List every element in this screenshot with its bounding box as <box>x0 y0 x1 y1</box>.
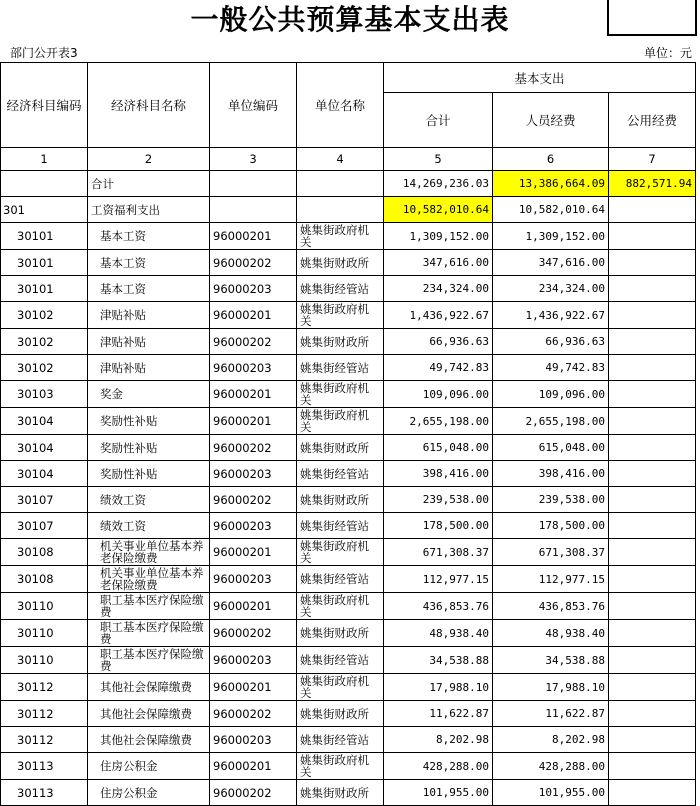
row-public <box>609 276 696 302</box>
summary-personnel: 13,386,664.09 <box>493 171 609 197</box>
summary-row <box>1 171 696 197</box>
row-unit-name: 姚集街政府机关 <box>297 539 384 566</box>
row-code: 30101 <box>1 276 88 302</box>
row-personnel: 101,955.00 <box>493 780 609 806</box>
row-public <box>609 593 696 620</box>
row-public <box>609 461 696 487</box>
row-personnel: 1,436,922.67 <box>493 302 609 329</box>
table-row <box>1 513 696 539</box>
row-unit-code: 96000201 <box>210 408 297 435</box>
row-public <box>609 223 696 250</box>
row-personnel: 2,655,198.00 <box>493 408 609 435</box>
row-unit-code: 96000203 <box>210 647 297 674</box>
table-row <box>1 302 696 329</box>
row-name: 基本工资 <box>88 223 210 250</box>
table-row <box>1 620 696 647</box>
column-number: 1 <box>1 148 88 171</box>
row-unit-name: 姚集街财政所 <box>297 701 384 727</box>
budget-table <box>0 62 696 806</box>
header-econ-name: 经济科目名称 <box>88 63 210 148</box>
row-code: 30112 <box>1 727 88 753</box>
row-name: 绩效工资 <box>88 487 210 513</box>
row-code: 30102 <box>1 329 88 355</box>
row-unit-name: 姚集街财政所 <box>297 780 384 806</box>
table-row <box>1 674 696 701</box>
row-code: 30113 <box>1 780 88 806</box>
row-name: 奖金 <box>88 381 210 408</box>
row-name: 其他社会保障缴费 <box>88 727 210 753</box>
row-unit-name: 姚集街政府机关 <box>297 753 384 780</box>
row-code: 30101 <box>1 223 88 250</box>
row-name: 奖励性补贴 <box>88 408 210 435</box>
column-number: 7 <box>609 148 696 171</box>
row-unit-code: 96000202 <box>210 780 297 806</box>
row-unit-code: 96000202 <box>210 250 297 276</box>
row-personnel: 398,416.00 <box>493 461 609 487</box>
row-personnel: 11,622.87 <box>493 701 609 727</box>
row-personnel: 48,938.40 <box>493 620 609 647</box>
row-name: 津贴补贴 <box>88 329 210 355</box>
row-unit-name: 姚集街财政所 <box>297 435 384 461</box>
row-unit-name: 姚集街经管站 <box>297 566 384 593</box>
row-public <box>609 250 696 276</box>
row-total: 49,742.83 <box>384 355 493 381</box>
row-unit-name: 姚集街财政所 <box>297 329 384 355</box>
row-unit-name: 姚集街财政所 <box>297 620 384 647</box>
row-public <box>609 329 696 355</box>
row-code: 30102 <box>1 355 88 381</box>
category-public <box>609 197 696 223</box>
row-code: 30108 <box>1 539 88 566</box>
row-total: 178,500.00 <box>384 513 493 539</box>
category-code: 301 <box>1 197 88 223</box>
row-code: 30104 <box>1 461 88 487</box>
row-personnel: 8,202.98 <box>493 727 609 753</box>
row-unit-name: 姚集街经管站 <box>297 355 384 381</box>
row-unit-code: 96000203 <box>210 566 297 593</box>
row-public <box>609 513 696 539</box>
row-unit-code: 96000201 <box>210 674 297 701</box>
unit-label: 单位：元 <box>643 46 692 60</box>
row-public <box>609 539 696 566</box>
row-total: 8,202.98 <box>384 727 493 753</box>
row-code: 30104 <box>1 408 88 435</box>
row-total: 66,936.63 <box>384 329 493 355</box>
row-name: 基本工资 <box>88 250 210 276</box>
row-total: 17,988.10 <box>384 674 493 701</box>
row-unit-code: 96000202 <box>210 620 297 647</box>
row-personnel: 34,538.88 <box>493 647 609 674</box>
summary-total: 14,269,236.03 <box>384 171 493 197</box>
row-unit-name: 姚集街政府机关 <box>297 408 384 435</box>
row-total: 428,288.00 <box>384 753 493 780</box>
row-name: 职工基本医疗保险缴费 <box>88 647 210 674</box>
row-total: 234,324.00 <box>384 276 493 302</box>
row-personnel: 615,048.00 <box>493 435 609 461</box>
table-row <box>1 701 696 727</box>
row-unit-name: 姚集街财政所 <box>297 487 384 513</box>
row-public <box>609 753 696 780</box>
row-code: 30113 <box>1 753 88 780</box>
row-name: 其他社会保障缴费 <box>88 674 210 701</box>
row-public <box>609 487 696 513</box>
header-personnel: 人员经费 <box>493 93 609 148</box>
column-number: 4 <box>297 148 384 171</box>
row-personnel: 1,309,152.00 <box>493 223 609 250</box>
table-row <box>1 329 696 355</box>
row-unit-code: 96000203 <box>210 727 297 753</box>
row-code: 30101 <box>1 250 88 276</box>
row-name: 津贴补贴 <box>88 355 210 381</box>
row-name: 津贴补贴 <box>88 302 210 329</box>
table-row <box>1 727 696 753</box>
row-name: 其他社会保障缴费 <box>88 701 210 727</box>
row-code: 30112 <box>1 701 88 727</box>
row-code: 30112 <box>1 674 88 701</box>
row-name: 职工基本医疗保险缴费 <box>88 620 210 647</box>
row-code: 30110 <box>1 647 88 674</box>
row-unit-name: 姚集街政府机关 <box>297 223 384 250</box>
row-total: 34,538.88 <box>384 647 493 674</box>
page-title: 一般公共预算基本支出表 <box>190 3 510 36</box>
row-code: 30104 <box>1 435 88 461</box>
row-unit-code: 96000201 <box>210 302 297 329</box>
table-row <box>1 435 696 461</box>
header-total: 合计 <box>384 93 493 148</box>
table-row <box>1 780 696 806</box>
row-personnel: 347,616.00 <box>493 250 609 276</box>
header-econ-code: 经济科目编码 <box>1 63 88 148</box>
category-name: 工资福利支出 <box>88 197 210 223</box>
table-row <box>1 381 696 408</box>
row-public <box>609 302 696 329</box>
column-number: 3 <box>210 148 297 171</box>
row-total: 436,853.76 <box>384 593 493 620</box>
row-public <box>609 566 696 593</box>
row-unit-code: 96000201 <box>210 753 297 780</box>
row-personnel: 671,308.37 <box>493 539 609 566</box>
category-total: 10,582,010.64 <box>384 197 493 223</box>
row-unit-name: 姚集街财政所 <box>297 250 384 276</box>
row-name: 机关事业单位基本养老保险缴费 <box>88 566 210 593</box>
row-unit-code: 96000202 <box>210 487 297 513</box>
row-total: 101,955.00 <box>384 780 493 806</box>
table-row <box>1 487 696 513</box>
row-public <box>609 620 696 647</box>
column-number: 6 <box>493 148 609 171</box>
row-name: 基本工资 <box>88 276 210 302</box>
row-name: 机关事业单位基本养老保险缴费 <box>88 539 210 566</box>
row-code: 30103 <box>1 381 88 408</box>
header-unit-name: 单位名称 <box>297 63 384 148</box>
row-total: 615,048.00 <box>384 435 493 461</box>
row-personnel: 436,853.76 <box>493 593 609 620</box>
row-name: 职工基本医疗保险缴费 <box>88 593 210 620</box>
row-unit-code: 96000201 <box>210 593 297 620</box>
row-total: 109,096.00 <box>384 381 493 408</box>
row-unit-code: 96000203 <box>210 461 297 487</box>
row-name: 绩效工资 <box>88 513 210 539</box>
row-public <box>609 701 696 727</box>
row-name: 奖励性补贴 <box>88 461 210 487</box>
category-personnel: 10,582,010.64 <box>493 197 609 223</box>
row-total: 1,309,152.00 <box>384 223 493 250</box>
header-basic-expenditure: 基本支出 <box>384 63 696 93</box>
table-row <box>1 566 696 593</box>
column-number: 2 <box>88 148 210 171</box>
table-row <box>1 593 696 620</box>
row-unit-code: 96000202 <box>210 701 297 727</box>
column-number: 5 <box>384 148 493 171</box>
row-unit-name: 姚集街经管站 <box>297 513 384 539</box>
row-name: 奖励性补贴 <box>88 435 210 461</box>
corner-box <box>607 0 697 36</box>
row-public <box>609 674 696 701</box>
row-total: 48,938.40 <box>384 620 493 647</box>
row-unit-code: 96000203 <box>210 276 297 302</box>
row-public <box>609 647 696 674</box>
row-personnel: 17,988.10 <box>493 674 609 701</box>
row-name: 住房公积金 <box>88 780 210 806</box>
row-unit-code: 96000201 <box>210 381 297 408</box>
table-row <box>1 753 696 780</box>
column-number-row <box>1 148 696 171</box>
row-code: 30102 <box>1 302 88 329</box>
row-unit-code: 96000203 <box>210 513 297 539</box>
row-total: 112,977.15 <box>384 566 493 593</box>
table-row <box>1 461 696 487</box>
row-unit-name: 姚集街经管站 <box>297 647 384 674</box>
row-total: 347,616.00 <box>384 250 493 276</box>
row-unit-name: 姚集街经管站 <box>297 461 384 487</box>
row-unit-name: 姚集街政府机关 <box>297 381 384 408</box>
row-total: 398,416.00 <box>384 461 493 487</box>
row-unit-code: 96000202 <box>210 329 297 355</box>
row-personnel: 178,500.00 <box>493 513 609 539</box>
row-unit-code: 96000203 <box>210 355 297 381</box>
summary-public: 882,571.94 <box>609 171 696 197</box>
table-row <box>1 647 696 674</box>
row-unit-name: 姚集街政府机关 <box>297 302 384 329</box>
row-personnel: 234,324.00 <box>493 276 609 302</box>
row-code: 30107 <box>1 513 88 539</box>
row-public <box>609 355 696 381</box>
row-unit-name: 姚集街政府机关 <box>297 593 384 620</box>
header-unit-code: 单位编码 <box>210 63 297 148</box>
row-code: 30107 <box>1 487 88 513</box>
row-total: 11,622.87 <box>384 701 493 727</box>
row-unit-name: 姚集街经管站 <box>297 276 384 302</box>
row-public <box>609 780 696 806</box>
row-personnel: 428,288.00 <box>493 753 609 780</box>
row-total: 671,308.37 <box>384 539 493 566</box>
row-code: 30110 <box>1 593 88 620</box>
category-row <box>1 197 696 223</box>
row-total: 1,436,922.67 <box>384 302 493 329</box>
form-number: 部门公开表3 <box>10 46 78 60</box>
row-personnel: 49,742.83 <box>493 355 609 381</box>
table-row <box>1 539 696 566</box>
row-name: 住房公积金 <box>88 753 210 780</box>
table-row <box>1 408 696 435</box>
row-public <box>609 408 696 435</box>
table-row <box>1 355 696 381</box>
row-code: 30110 <box>1 620 88 647</box>
summary-label: 合计 <box>88 171 210 197</box>
row-total: 239,538.00 <box>384 487 493 513</box>
row-unit-code: 96000201 <box>210 539 297 566</box>
row-personnel: 109,096.00 <box>493 381 609 408</box>
row-unit-name: 姚集街政府机关 <box>297 674 384 701</box>
row-public <box>609 381 696 408</box>
row-unit-name: 姚集街经管站 <box>297 727 384 753</box>
table-row <box>1 276 696 302</box>
row-unit-code: 96000201 <box>210 223 297 250</box>
row-personnel: 66,936.63 <box>493 329 609 355</box>
row-personnel: 239,538.00 <box>493 487 609 513</box>
header-public: 公用经费 <box>609 93 696 148</box>
row-public <box>609 727 696 753</box>
row-code: 30108 <box>1 566 88 593</box>
row-public <box>609 435 696 461</box>
table-row <box>1 250 696 276</box>
row-personnel: 112,977.15 <box>493 566 609 593</box>
row-unit-code: 96000202 <box>210 435 297 461</box>
table-row <box>1 223 696 250</box>
row-total: 2,655,198.00 <box>384 408 493 435</box>
